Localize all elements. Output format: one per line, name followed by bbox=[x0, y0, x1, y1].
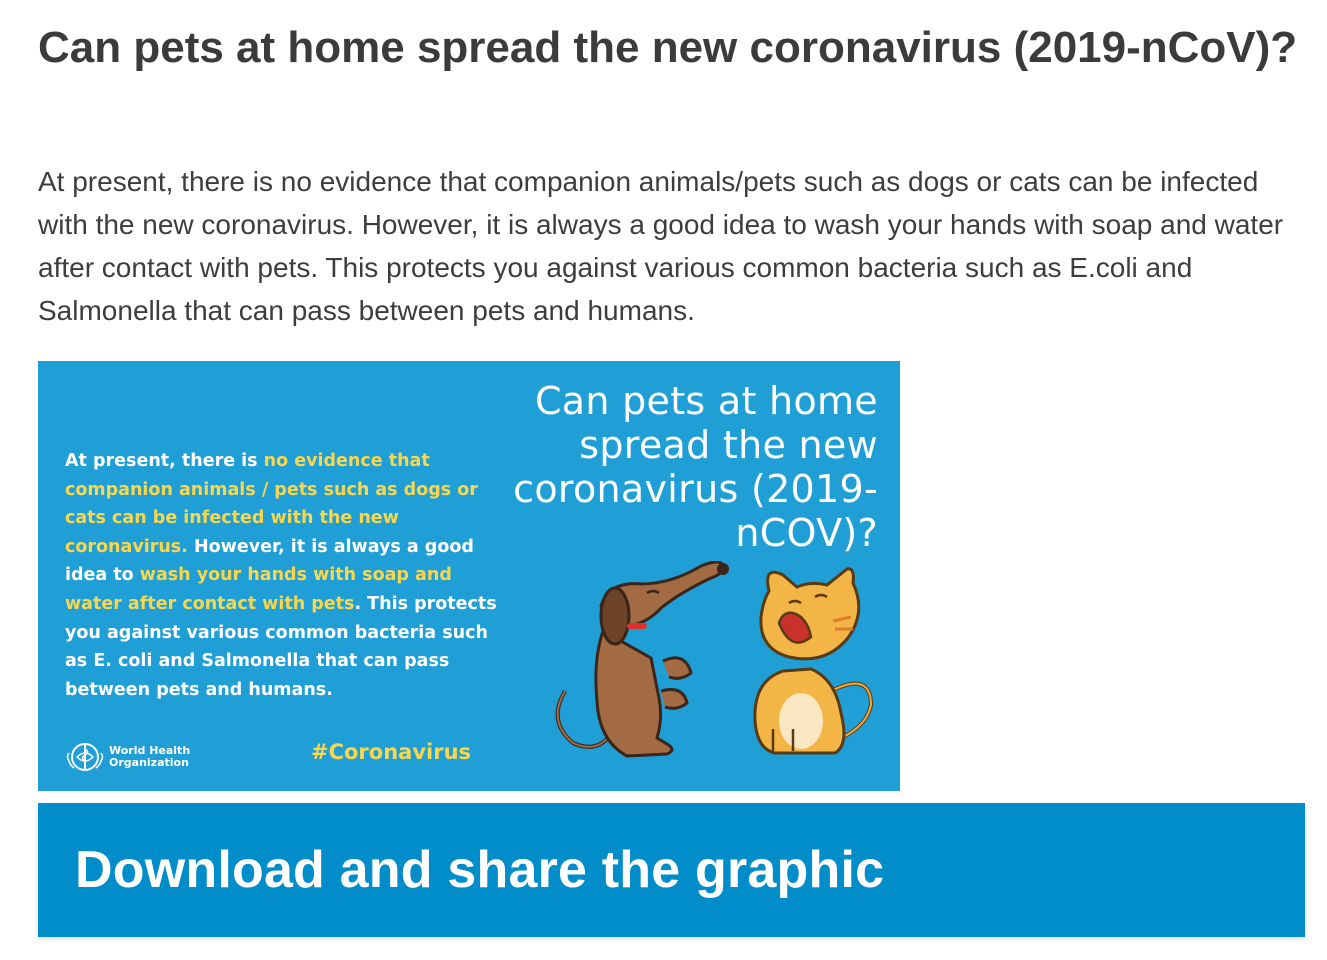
infographic-body-part: However, it is always a good idea to bbox=[65, 536, 474, 586]
pets-illustration bbox=[543, 561, 883, 761]
download-graphic-button[interactable] bbox=[38, 803, 1305, 937]
who-logo bbox=[65, 739, 190, 775]
infographic-highlight: no evidence that companion animals / pets such as dogs or cats can be infected with the new coronavirus. bbox=[65, 451, 478, 557]
dog-icon bbox=[558, 562, 729, 756]
cat-icon bbox=[755, 569, 871, 753]
infographic-highlight: wash your hands with soap and water after contact with pets bbox=[65, 565, 452, 614]
who-logo-text bbox=[109, 745, 190, 769]
who-emblem-icon bbox=[65, 739, 105, 775]
infographic-body-part: . This protects you against various common bacteria such as E. coli and Salmonella that can pass between pets and humans. bbox=[65, 593, 497, 700]
who-logo-line: World Health bbox=[109, 744, 191, 757]
infographic-body bbox=[65, 447, 505, 704]
hashtag: #Coronavirus bbox=[311, 740, 472, 764]
page-title: Can pets at home spread the new coronavirus (2019-nCoV)? bbox=[38, 23, 1298, 72]
who-logo-line: Organization bbox=[109, 756, 189, 769]
infographic-title: Can pets at home spread the new coronavirus (2019-nCOV)? bbox=[513, 379, 878, 555]
infographic bbox=[38, 361, 900, 791]
download-graphic-label: Download and share the graphic bbox=[75, 841, 885, 899]
article-body: At present, there is no evidence that companion animals/pets such as dogs or cats can be infected with the new coronavirus. However, it is always a good idea to wash your hands with soap and water after contact with pets. This protects you against various common bacteria such as E.coli and Salmonella that can pass between pets and humans. bbox=[38, 166, 1284, 326]
infographic-body-part: At present, there is bbox=[65, 451, 264, 471]
